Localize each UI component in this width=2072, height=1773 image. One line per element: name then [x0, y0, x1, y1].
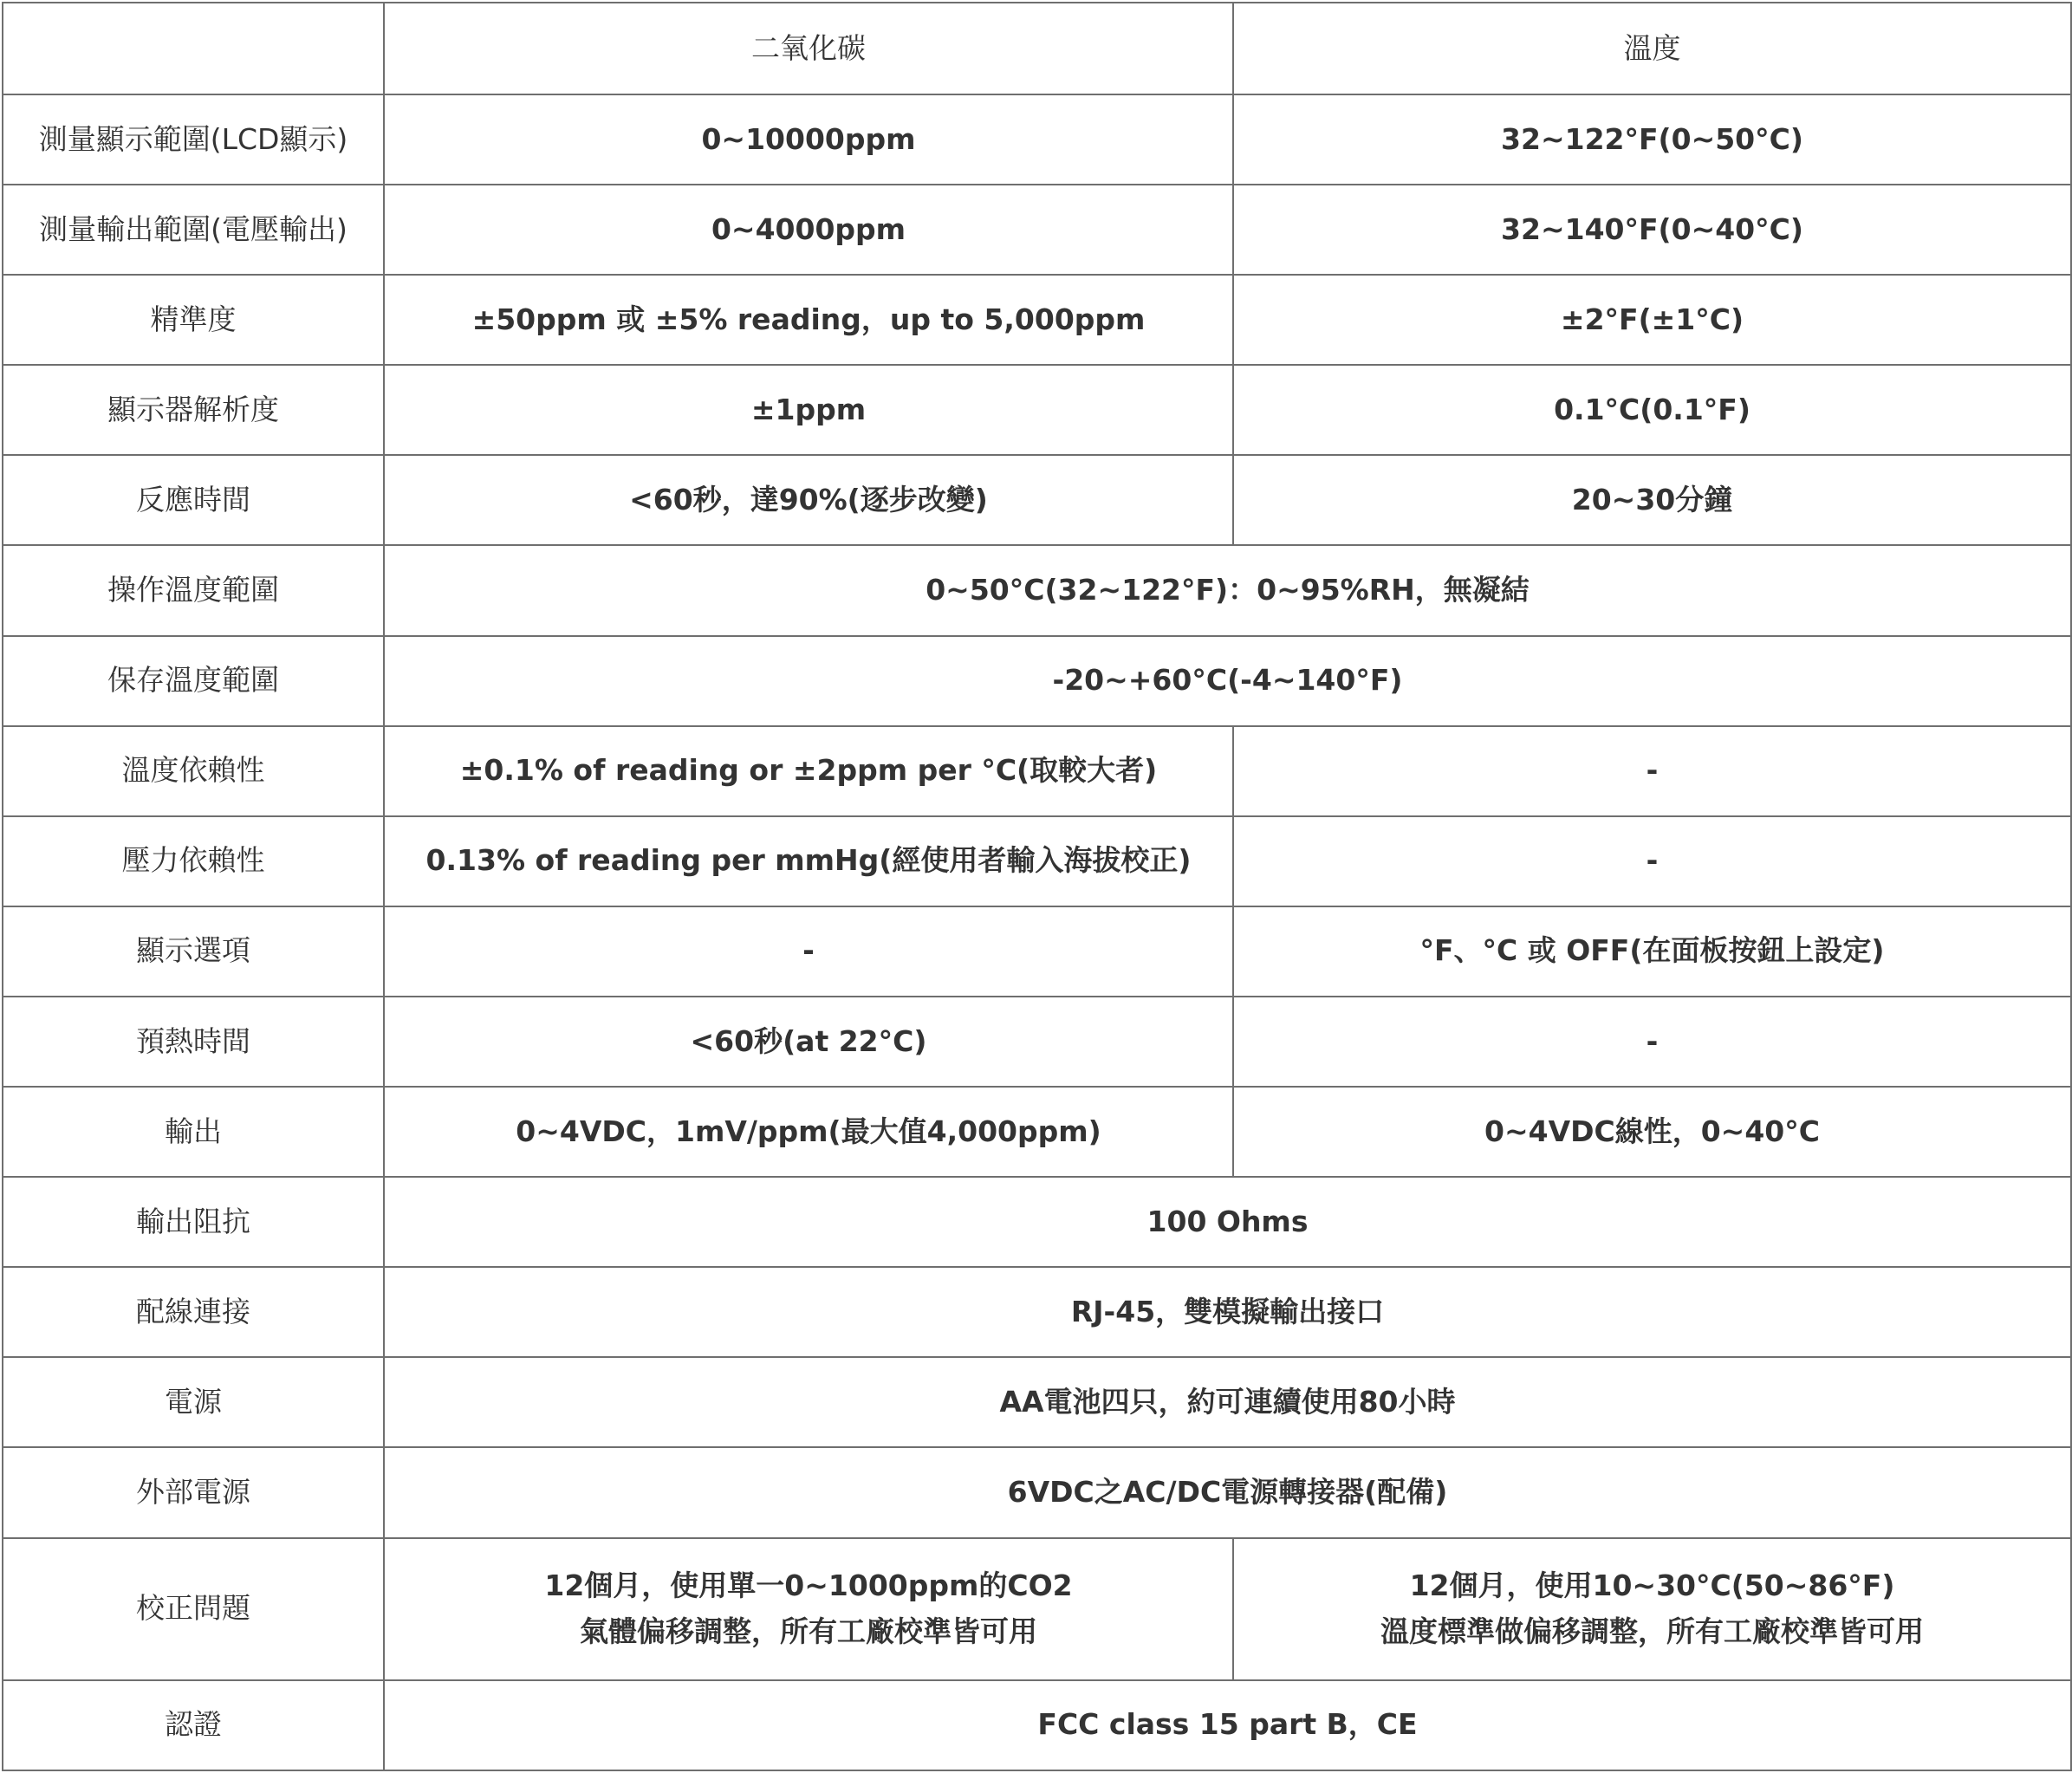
row-label: 預熱時間 — [3, 997, 384, 1087]
table-row — [3, 726, 2071, 816]
co2-value: <60秒(at 22°C) — [384, 997, 1233, 1087]
table-row — [3, 455, 2071, 545]
shared-value: -20~+60°C(-4~140°F) — [384, 636, 2071, 726]
table-body — [3, 94, 2071, 1770]
row-label: 顯示選項 — [3, 906, 384, 997]
co2-value — [384, 1538, 1233, 1680]
temp-value: °F、°C 或 OFF(在面板按鈕上設定) — [1233, 906, 2071, 997]
temp-value: 32~122°F(0~50°C) — [1233, 94, 2071, 185]
shared-value: 100 Ohms — [384, 1177, 2071, 1267]
table-row — [3, 906, 2071, 997]
row-label: 電源 — [3, 1357, 384, 1447]
row-label: 測量顯示範圍(LCD顯示) — [3, 94, 384, 185]
header-row — [3, 3, 2071, 94]
temp-value: - — [1233, 997, 2071, 1087]
row-label: 壓力依賴性 — [3, 816, 384, 906]
temp-value: 0.1°C(0.1°F) — [1233, 365, 2071, 455]
co2-value-line: 12個月，使用單一0~1000ppm的CO2 — [544, 1568, 1073, 1602]
table-row — [3, 1680, 2071, 1770]
row-label: 操作溫度範圍 — [3, 545, 384, 635]
table-row — [3, 365, 2071, 455]
table-row — [3, 1357, 2071, 1447]
row-label: 測量輸出範圍(電壓輸出) — [3, 185, 384, 275]
temp-value: 0~4VDC線性，0~40°C — [1233, 1087, 2071, 1177]
row-label: 溫度依賴性 — [3, 726, 384, 816]
table-row — [3, 545, 2071, 635]
table-row — [3, 185, 2071, 275]
header-blank-cell — [3, 3, 384, 94]
row-label: 輸出阻抗 — [3, 1177, 384, 1267]
co2-value: 0~4VDC，1mV/ppm(最大值4,000ppm) — [384, 1087, 1233, 1177]
co2-value: ±1ppm — [384, 365, 1233, 455]
shared-value: 0~50°C(32~122°F)：0~95%RH，無凝結 — [384, 545, 2071, 635]
shared-value: 6VDC之AC/DC電源轉接器(配備) — [384, 1447, 2071, 1537]
table-row — [3, 636, 2071, 726]
row-label: 保存溫度範圍 — [3, 636, 384, 726]
co2-value: 0~4000ppm — [384, 185, 1233, 275]
temp-value: ±2°F(±1°C) — [1233, 275, 2071, 365]
row-label: 輸出 — [3, 1087, 384, 1177]
table-row — [3, 1087, 2071, 1177]
row-label: 配線連接 — [3, 1267, 384, 1357]
temp-value: 20~30分鐘 — [1233, 455, 2071, 545]
co2-value: - — [384, 906, 1233, 997]
table-row — [3, 94, 2071, 185]
row-label: 認證 — [3, 1680, 384, 1770]
header-co2: 二氧化碳 — [384, 3, 1233, 94]
row-label: 外部電源 — [3, 1447, 384, 1537]
table-row — [3, 1267, 2071, 1357]
shared-value: FCC class 15 part B，CE — [384, 1680, 2071, 1770]
co2-value-line: 氣體偏移調整，所有工廠校準皆可用 — [580, 1614, 1037, 1648]
co2-value: <60秒，達90%(逐步改變) — [384, 455, 1233, 545]
temp-value: - — [1233, 726, 2071, 816]
row-label: 校正問題 — [3, 1538, 384, 1680]
temp-value-line: 溫度標準做偏移調整，所有工廠校準皆可用 — [1380, 1614, 1924, 1648]
table-row — [3, 275, 2071, 365]
header-temperature: 溫度 — [1233, 3, 2071, 94]
table-row — [3, 997, 2071, 1087]
shared-value: AA電池四只，約可連續使用80小時 — [384, 1357, 2071, 1447]
table-row — [3, 816, 2071, 906]
spec-table — [2, 2, 2072, 1771]
co2-value: 0~10000ppm — [384, 94, 1233, 185]
row-label: 反應時間 — [3, 455, 384, 545]
row-label: 精準度 — [3, 275, 384, 365]
row-label: 顯示器解析度 — [3, 365, 384, 455]
table-row — [3, 1538, 2071, 1680]
temp-value — [1233, 1538, 2071, 1680]
table-row — [3, 1177, 2071, 1267]
co2-value: ±0.1% of reading or ±2ppm per °C(取較大者) — [384, 726, 1233, 816]
co2-value: ±50ppm 或 ±5% reading，up to 5,000ppm — [384, 275, 1233, 365]
table-header — [3, 3, 2071, 94]
co2-value: 0.13% of reading per mmHg(經使用者輸入海拔校正) — [384, 816, 1233, 906]
temp-value: - — [1233, 816, 2071, 906]
table-row — [3, 1447, 2071, 1537]
temp-value: 32~140°F(0~40°C) — [1233, 185, 2071, 275]
temp-value-line: 12個月，使用10~30°C(50~86°F) — [1409, 1568, 1895, 1602]
shared-value: RJ-45，雙模擬輸出接口 — [384, 1267, 2071, 1357]
